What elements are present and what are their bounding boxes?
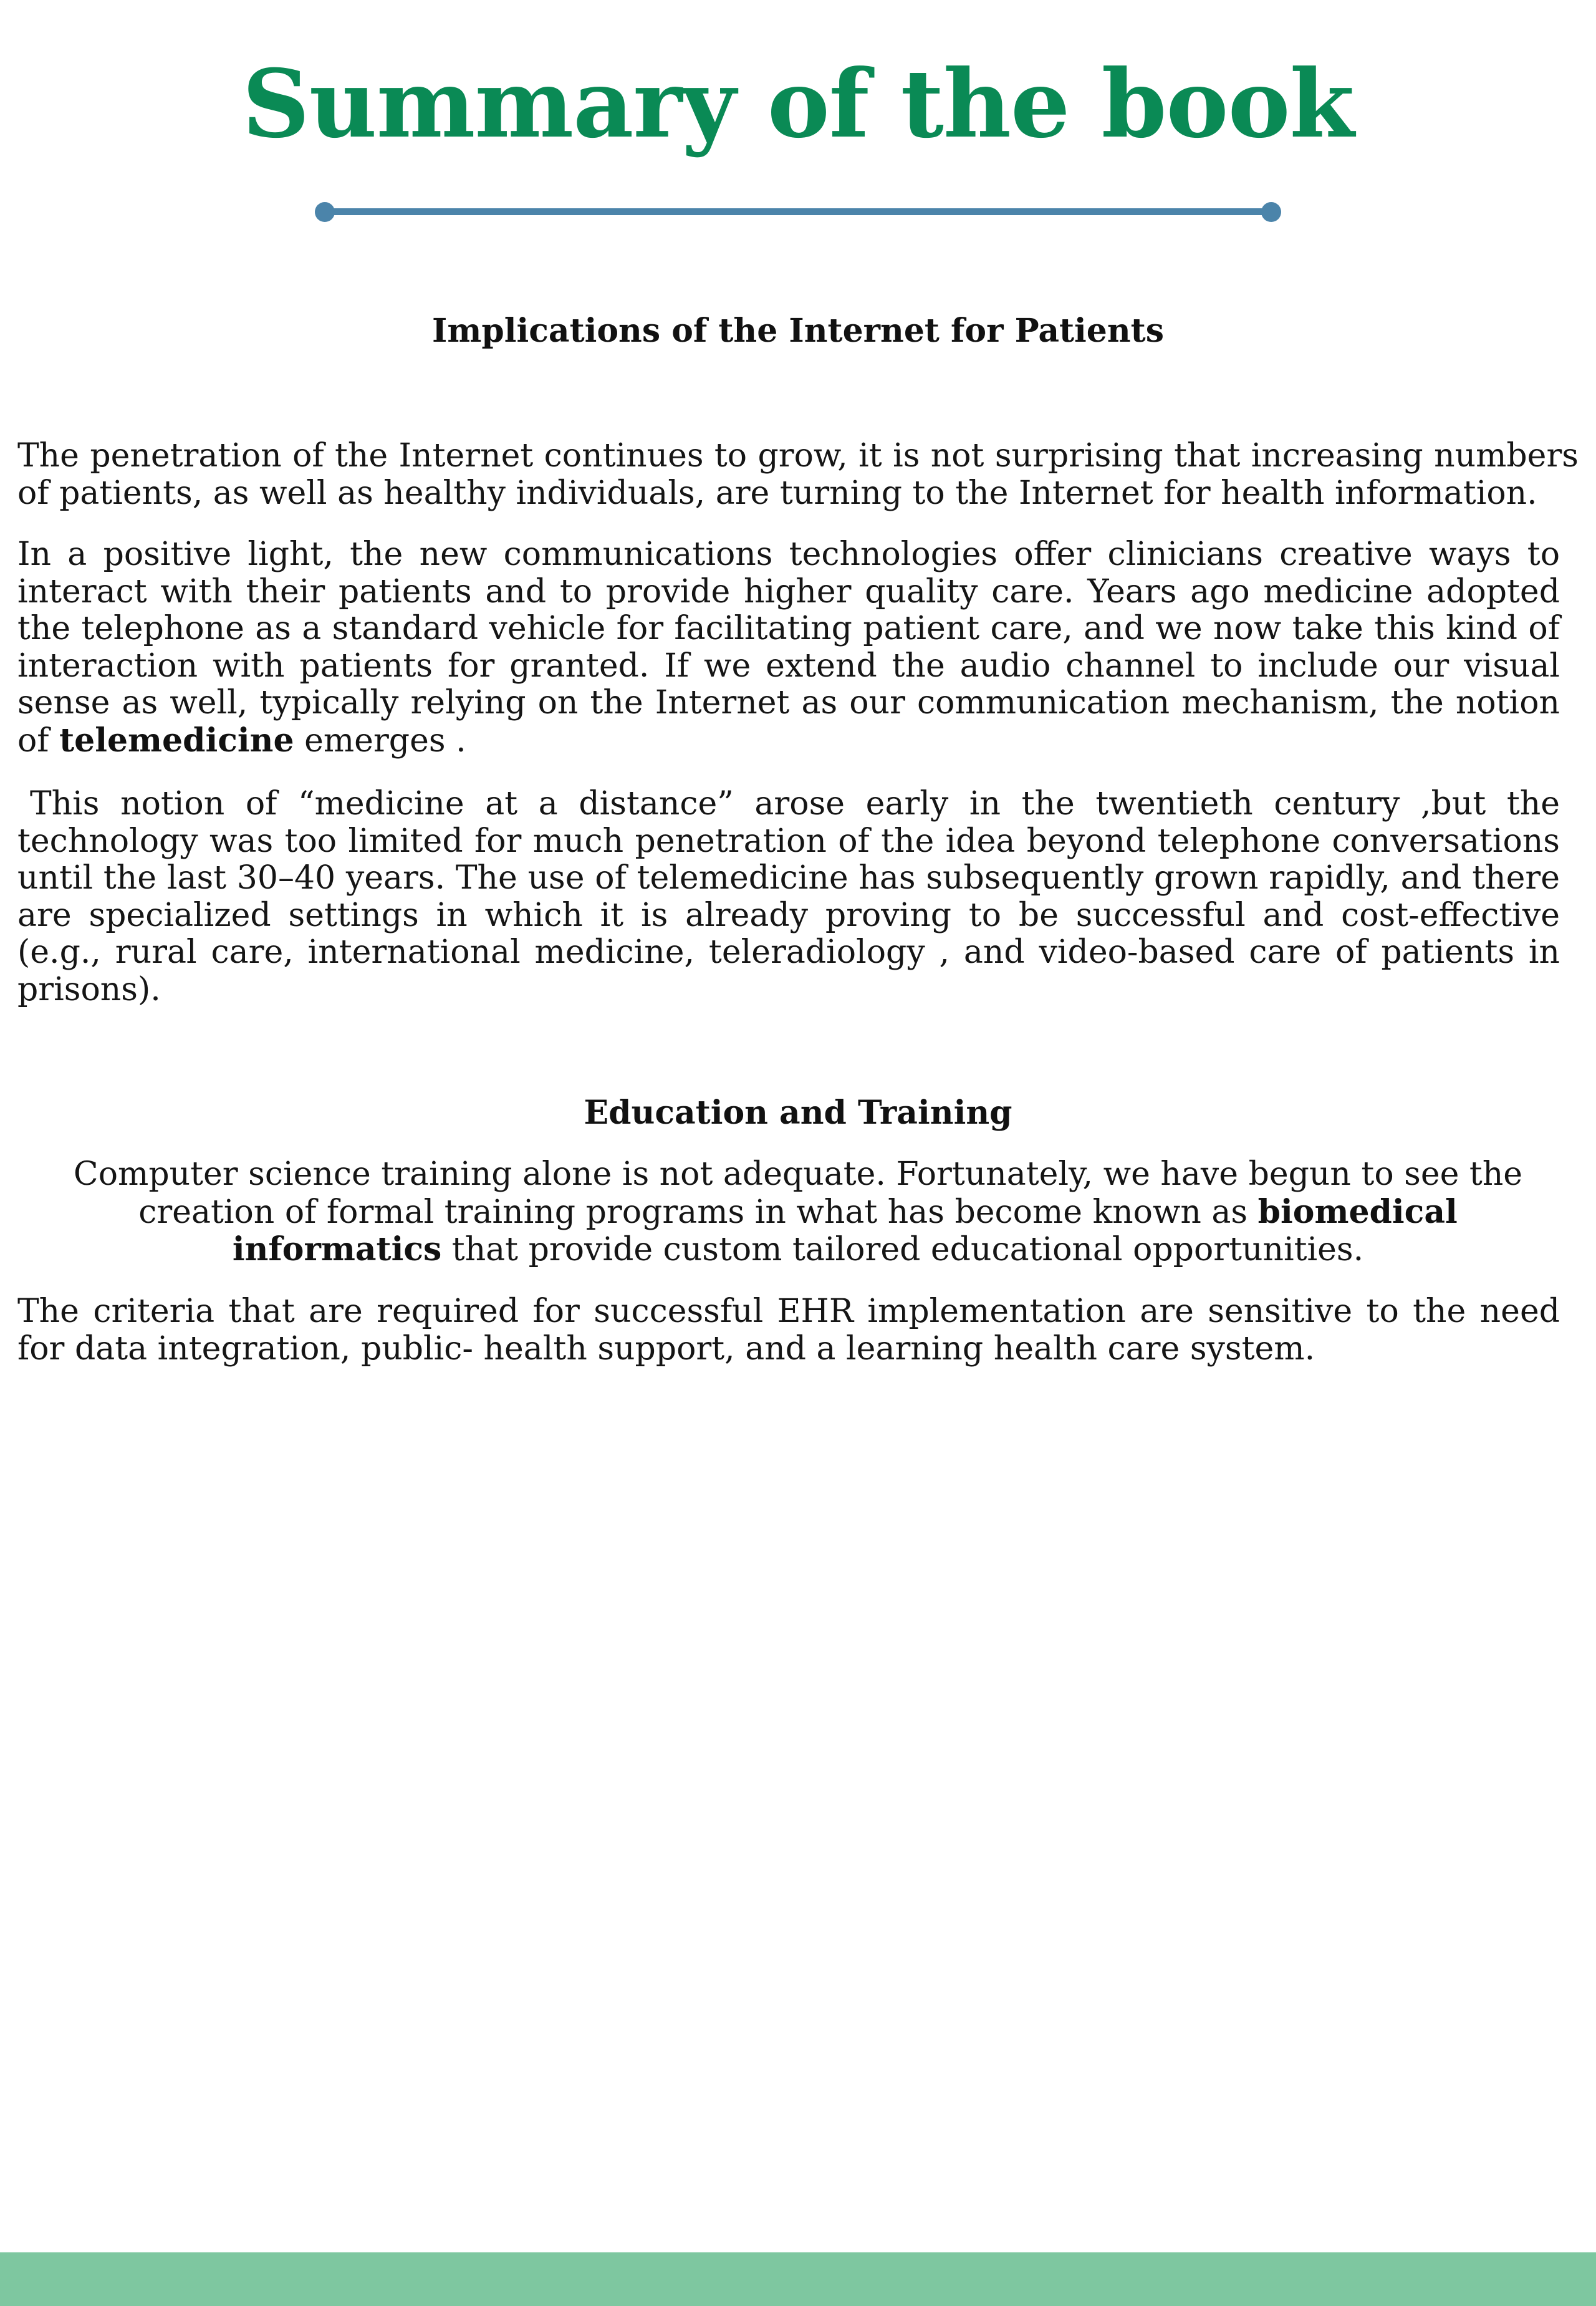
paragraph-computer-science-training	[36, 1156, 1560, 1269]
section-heading-internet-patients: Implications of the Internet for Patients	[432, 312, 1164, 350]
page-title: Summary of the book	[242, 49, 1354, 159]
divider-right-dot	[1261, 202, 1281, 222]
title-divider	[315, 198, 1281, 223]
paragraph-ehr-criteria: The criteria that are required for successful EHR implementation are sensitive to the need for data integration, public- health support, and a learning health care system.	[17, 1293, 1560, 1368]
term-biomedical-informatics: biomedical informatics	[232, 1192, 1458, 1268]
paragraph-internet-penetration: The penetration of the Internet continues to grow, it is not surprising that increasing numbers of patients, as well as healthy individuals, are turning to the Internet for health information.	[17, 437, 1579, 512]
paragraph-text-after: emerges .	[294, 721, 466, 760]
paragraph-text-before: Computer science training alone is not adequate. Fortunately, we have begun to see the creation of formal training programs in what has become known as	[73, 1155, 1523, 1231]
paragraph-text-after: that provide custom tailored educational opportunities.	[441, 1231, 1364, 1268]
term-telemedicine: telemedicine	[59, 721, 294, 760]
paragraph-medicine-at-distance: This notion of “medicine at a distance” arose early in the twentieth century ,but the technology was too limited for much penetration of the idea beyond telephone conversations until the last 30–40 years. The use of telemedicine has subsequently grown rapidly, and there are specialized settings in which it is already proving to be successful and cost-effective (e.g., rural care, international medicine, teleradiology , and video-based care of patients in prisons).	[17, 785, 1560, 1008]
paragraph-communications-technologies	[17, 536, 1560, 760]
divider-line	[325, 208, 1271, 215]
paragraph-text-before: In a positive light, the new communications technologies offer clinicians creative ways to interact with their patients and to provide higher quality care. Years ago medicine adopted the telephone as a standard vehicle for facilitating patient care, and we now take this kind of interaction with patients for granted. If we extend the audio channel to include our visual sense as well, typically relying on the Internet as our communication mechanism, the notion of	[17, 536, 1560, 760]
footer-bar	[0, 2252, 1596, 2306]
section-heading-education-training: Education and Training	[584, 1094, 1012, 1132]
divider-left-dot	[315, 202, 335, 222]
